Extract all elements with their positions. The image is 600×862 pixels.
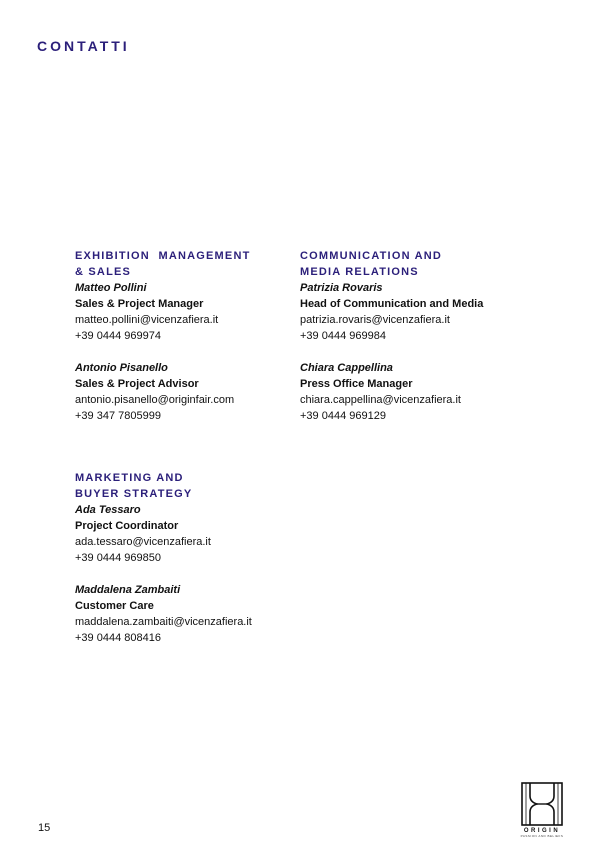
contact-card	[75, 360, 295, 424]
contact-role: Customer Care	[75, 600, 154, 612]
logo-tagline: PASSION AND BELIEFS	[520, 834, 564, 838]
logo-wordmark: ORIGIN	[523, 828, 561, 834]
contact-email[interactable]: antonio.pisanello@originfair.com	[75, 394, 235, 406]
contact-role: Head of Communication and Media	[300, 298, 484, 310]
contact-role: Sales & Project Manager	[75, 298, 204, 310]
contact-phone[interactable]: +39 347 7805999	[75, 410, 161, 422]
section-heading-line: & SALES	[75, 266, 132, 278]
contact-email[interactable]: maddalena.zambaiti@vicenzafiera.it	[75, 616, 252, 628]
contact-phone[interactable]: +39 0444 808416	[75, 632, 161, 644]
section-heading-line: MEDIA RELATIONS	[300, 266, 419, 278]
section-heading	[75, 470, 295, 502]
section-marketing-buyer-strategy	[75, 470, 295, 646]
contact-card	[300, 360, 540, 424]
contact-card	[75, 502, 295, 566]
section-heading-line: BUYER STRATEGY	[75, 488, 193, 500]
contact-name: Antonio Pisanello	[75, 362, 168, 374]
section-heading-line: COMMUNICATION AND	[300, 250, 442, 262]
contact-phone[interactable]: +39 0444 969850	[75, 552, 161, 564]
contact-email[interactable]: ada.tessaro@vicenzafiera.it	[75, 536, 211, 548]
section-communication-media	[300, 248, 540, 424]
section-heading	[75, 248, 295, 280]
section-heading	[300, 248, 540, 280]
contact-card	[300, 280, 540, 344]
page-number: 15	[38, 822, 51, 834]
section-heading-line: MARKETING AND	[75, 472, 184, 484]
origin-logo-icon	[519, 782, 565, 826]
contact-phone[interactable]: +39 0444 969974	[75, 330, 161, 342]
contact-email[interactable]: patrizia.rovaris@vicenzafiera.it	[300, 314, 450, 326]
contact-card	[75, 280, 295, 344]
contact-name: Matteo Pollini	[75, 282, 147, 294]
contact-card	[75, 582, 295, 646]
contact-name: Chiara Cappellina	[300, 362, 393, 374]
contact-email[interactable]: matteo.pollini@vicenzafiera.it	[75, 314, 219, 326]
origin-logo	[519, 782, 565, 844]
contact-email[interactable]: chiara.cappellina@vicenzafiera.it	[300, 394, 461, 406]
contact-name: Maddalena Zambaiti	[75, 584, 181, 596]
contact-role: Project Coordinator	[75, 520, 179, 532]
contact-role: Press Office Manager	[300, 378, 413, 390]
contact-name: Patrizia Rovaris	[300, 282, 383, 294]
contact-name: Ada Tessaro	[75, 504, 141, 516]
contact-role: Sales & Project Advisor	[75, 378, 199, 390]
contact-phone[interactable]: +39 0444 969984	[300, 330, 386, 342]
contact-phone[interactable]: +39 0444 969129	[300, 410, 386, 422]
page-title: CONTATTI	[37, 38, 130, 54]
section-exhibition-management	[75, 248, 295, 424]
section-heading-line: EXHIBITION MANAGEMENT	[75, 250, 251, 262]
